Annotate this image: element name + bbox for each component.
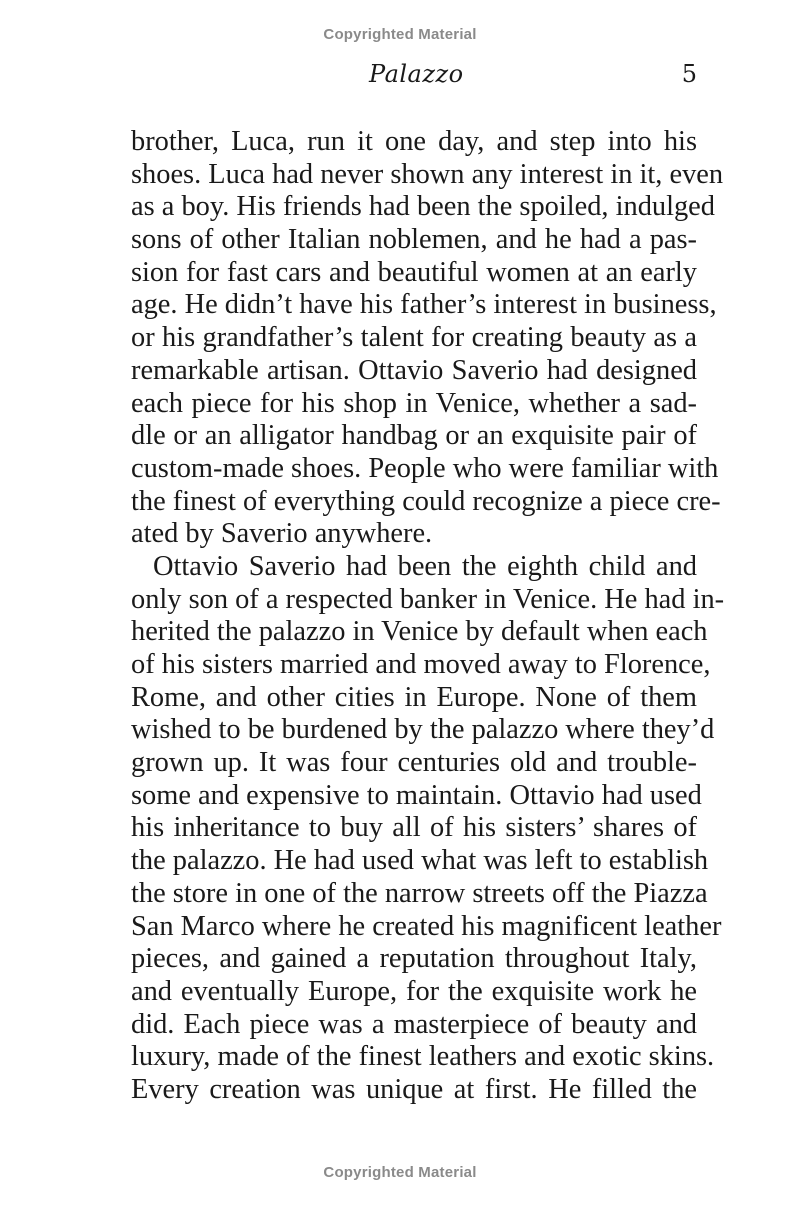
text-line: each piece for his shop in Venice, whether a sad- [131, 387, 697, 419]
body-text [131, 126, 725, 1107]
text-line: herited the palazzo in Venice by default when each [131, 616, 708, 648]
text-line: Every creation was unique at first. He filled the [131, 1073, 697, 1105]
text-line: grown up. It was four centuries old and trouble- [131, 747, 697, 779]
text-line: the palazzo. He had used what was left to establish [131, 845, 709, 877]
page-number: 5 [681, 60, 697, 88]
text-line: or his grandfather’s talent for creating beauty as a [131, 322, 697, 354]
text-line: some and expensive to maintain. Ottavio had used [131, 779, 702, 811]
text-line: shoes. Luca had never shown any interest in it, even [131, 158, 724, 190]
text-line: brother, Luca, run it one day, and step into his [131, 126, 697, 157]
text-line: the store in one of the narrow streets off the Piazza [131, 877, 708, 909]
text-line: of his sisters married and moved away to Florence, [131, 649, 711, 680]
text-line: luxury, made of the finest leathers and exotic skins. [131, 1041, 715, 1073]
paragraph-end-line: ated by Saverio anywhere. [131, 518, 433, 550]
running-title: Palazzo [369, 60, 464, 88]
text-line: the finest of everything could recognize a piece cre- [131, 485, 721, 517]
text-line: wished to be burdened by the palazzo where they’d [131, 714, 715, 746]
text-line: pieces, and gained a reputation throughout Italy, [131, 943, 697, 975]
text-line: age. He didn’t have his father’s interest in business, [131, 289, 717, 321]
text-line: as a boy. His friends had been the spoiled, indulged [131, 191, 715, 223]
text-line: only son of a respected banker in Venice. He had in- [131, 583, 725, 615]
running-header [131, 60, 697, 96]
text-line: did. Each piece was a masterpiece of beauty and [131, 1008, 697, 1040]
copyright-watermark-top: Copyrighted Material [323, 26, 477, 43]
text-line: remarkable artisan. Ottavio Saverio had designed [131, 354, 697, 386]
text-line: sion for fast cars and beautiful women at an early [131, 256, 697, 288]
text-line: custom-made shoes. People who were familiar with [131, 452, 719, 484]
text-line: and eventually Europe, for the exquisite work he [131, 975, 697, 1007]
text-line: sons of other Italian noblemen, and he had a pas- [131, 224, 697, 256]
copyright-watermark-bottom: Copyrighted Material [323, 1164, 477, 1181]
paragraph-first-line: Ottavio Saverio had been the eighth child and [153, 550, 697, 582]
text-line: Rome, and other cities in Europe. None of them [131, 681, 697, 713]
text-line: his inheritance to buy all of his sisters’ shares of [131, 812, 697, 844]
text-line: dle or an alligator handbag or an exquisite pair of [131, 420, 697, 452]
text-line: San Marco where he created his magnificent leather [131, 910, 722, 942]
